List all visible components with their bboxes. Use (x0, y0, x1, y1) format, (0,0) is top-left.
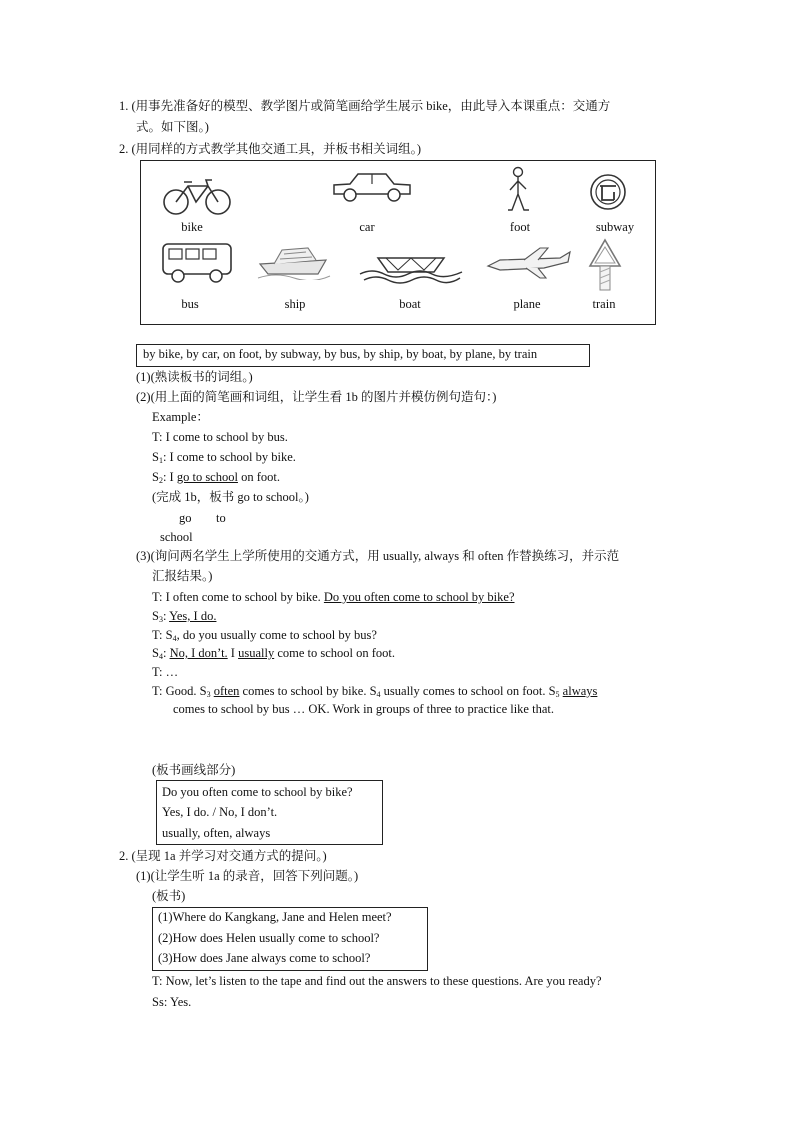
board-1-line-3: usually, often, always (162, 826, 271, 840)
bike-icon (162, 176, 232, 216)
students-reply: Ss: Yes. (152, 995, 192, 1009)
board-1-line-1: Do you often come to school by bike? (162, 785, 353, 799)
label-bike: bike (181, 220, 203, 234)
finish-1b-note: (完成 1b，板书 go to school。) (152, 490, 309, 504)
example-label: Example： (152, 410, 209, 424)
boat-icon (356, 246, 466, 284)
board-2-title: (板书) (152, 889, 186, 903)
board-1-line-2: Yes, I do. / No, I don’t. (162, 805, 278, 819)
dialogue-d4: $S_4$: No, I don’t. I usually come to school on foot. (152, 646, 396, 661)
dialogue-s2: $S_2$: I go to school on foot. (152, 470, 280, 485)
dialogue-d1: T: I often come to school by bike. Do you often come to school by bike? (152, 590, 515, 604)
dialogue-d3: T: $S_4$, do you usually come to school by bus? (152, 628, 377, 643)
walking-person-icon (504, 166, 532, 214)
word-school: school (160, 530, 193, 544)
phrases-text: by bike, by car, on foot, by subway, by bus, by ship, by boat, by plane, by train (143, 347, 538, 361)
label-plane: plane (513, 297, 541, 311)
word-go: go (179, 511, 192, 525)
label-foot: foot (509, 220, 531, 234)
item-2: 2. (用同样的方式教学其他交通工具，并板书相关词组。) (119, 142, 422, 156)
question-1: (1)Where do Kangkang, Jane and Helen meet? (158, 910, 392, 924)
question-2: (2)How does Helen usually come to school? (158, 931, 380, 945)
label-bus: bus (181, 297, 199, 311)
label-subway: subway (595, 220, 635, 234)
car-icon (330, 170, 414, 204)
teacher-prompt: T: Now, let’s listen to the tape and find out the answers to these questions. Are you ready? (152, 974, 602, 988)
part-2-step-1: (1)(让学生听 1a 的录音，回答下列问题。) (136, 869, 359, 883)
word-to: to (216, 511, 226, 525)
part-2-heading: 2. (呈现 1a 并学习对交通方式的提问。) (119, 849, 327, 863)
item-1-line-1: 1. (用事先准备好的模型、教学图片或简笔画给学生展示 bike，由此导入本课重点：交通方 (119, 99, 611, 113)
dialogue-d5: T: … (152, 665, 179, 679)
step-1: (1)(熟读板书的词组。) (136, 370, 253, 384)
board-1-title: (板书画线部分) (152, 763, 236, 777)
label-boat: boat (399, 297, 421, 311)
label-train: train (592, 297, 616, 311)
dialogue-d2: $S_3$: Yes, I do. (152, 609, 217, 624)
subway-icon (588, 172, 628, 212)
step-2: (2)(用上面的简笔画和词组，让学生看 1b 的图片并模仿例句造句：) (136, 390, 497, 404)
ship-icon (256, 240, 332, 280)
dialogue-s1: $S_1$: I come to school by bike. (152, 450, 296, 465)
label-car: car (359, 220, 375, 234)
dialogue-d7: comes to school by bus … OK. Work in groups of three to practice like that. (173, 702, 554, 716)
label-ship: ship (284, 297, 306, 311)
dialogue-t1: T: I come to school by bus. (152, 430, 288, 444)
item-1-line-2: 式。如下图。) (136, 120, 209, 134)
question-3: (3)How does Jane always come to school? (158, 951, 371, 965)
bus-icon (160, 240, 234, 284)
dialogue-d6: T: Good. $S_3$ often comes to school by bike. $S_4$ usually comes to school on foot. $S_5$ always (152, 684, 598, 699)
plane-icon (484, 246, 574, 282)
step-3-line-1: (3)(询问两名学生上学所使用的交通方式，用 usually, always 和 often 作替换练习，并示范 (136, 549, 620, 563)
train-sign-icon (588, 238, 622, 292)
step-3-line-2: 汇报结果。) (152, 569, 213, 583)
